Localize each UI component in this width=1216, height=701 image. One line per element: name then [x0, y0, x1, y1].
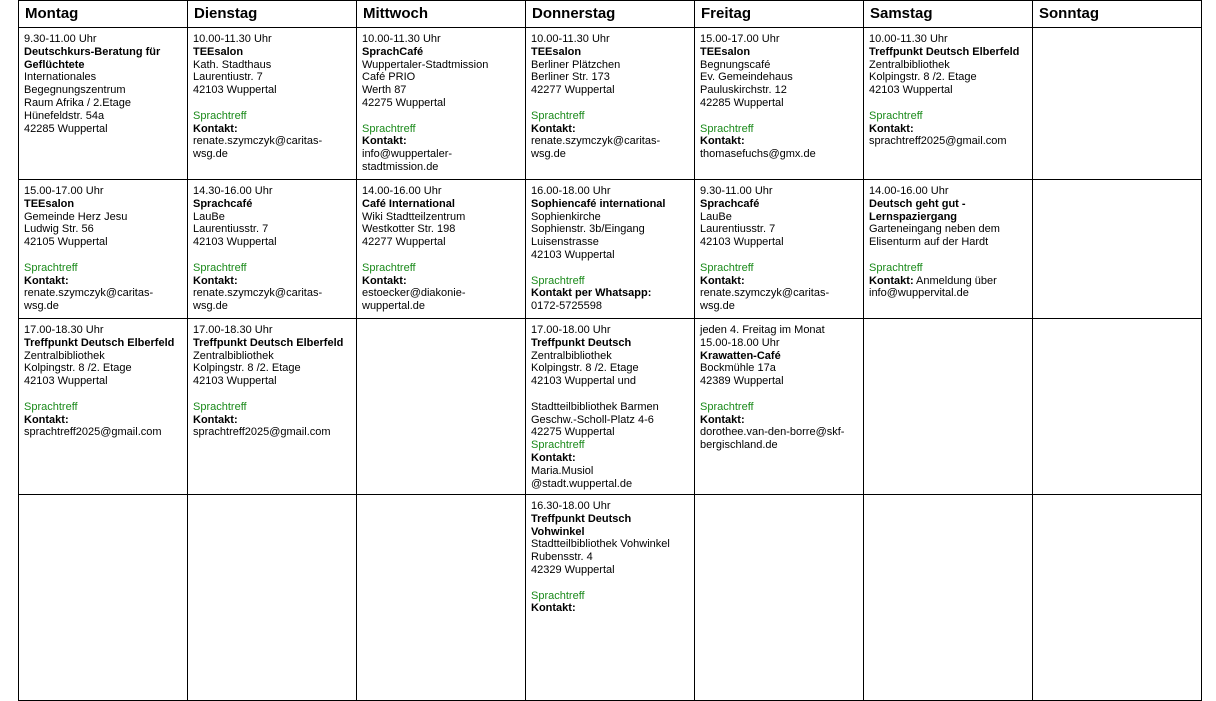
event-detail: Raum Afrika / 2.Etage	[24, 96, 131, 109]
event-detail: 42389 Wuppertal	[700, 375, 784, 388]
schedule-row	[19, 495, 1202, 701]
day-header-sonntag: Sonntag	[1033, 1, 1202, 28]
event-detail: 42277 Wuppertal	[531, 84, 615, 97]
event-detail: 42285 Wuppertal	[700, 96, 784, 109]
category-label: Sprachtreff	[362, 122, 416, 135]
category-label: Sprachtreff	[531, 109, 585, 122]
event-detail: 10.00-11.30 Uhr	[193, 33, 272, 45]
event-cell-donnerstag	[526, 495, 695, 701]
event-detail: bergischland.de	[700, 439, 778, 452]
event-title: Kontakt:	[869, 122, 914, 135]
event-detail: Bockmühle 17a	[700, 362, 776, 375]
day-header-mittwoch: Mittwoch	[357, 1, 526, 28]
event-title: Vohwinkel	[531, 525, 585, 538]
event-title: Treffpunkt Deutsch	[531, 512, 632, 525]
event-title: Sophiencafé international	[531, 197, 666, 210]
event-detail: wuppertal.de	[362, 300, 425, 313]
event-detail: Zentralbibliothek	[24, 349, 105, 362]
event-detail: info@wuppertaler-	[362, 148, 453, 161]
event-title: Kontakt:	[531, 602, 576, 615]
event-detail: 16.00-18.00 Uhr	[531, 185, 611, 197]
event-cell-donnerstag	[526, 28, 695, 180]
event-detail: 42103 Wuppertal	[193, 375, 277, 388]
spacer	[531, 577, 694, 590]
day-header-montag: Montag	[19, 1, 188, 28]
category-label: Sprachtreff	[700, 400, 754, 413]
event-cell-freitag	[695, 180, 864, 319]
event-detail: @stadt.wuppertal.de	[531, 477, 633, 490]
event-title: Kontakt:	[193, 122, 238, 135]
event-detail: Zentralbibliothek	[193, 349, 274, 362]
event-cell-dienstag	[188, 28, 357, 180]
spacer	[700, 249, 863, 262]
category-label: Sprachtreff	[193, 400, 247, 413]
category-label: Sprachtreff	[869, 261, 923, 274]
event-title: Treffpunkt Deutsch Elberfeld	[24, 336, 175, 349]
spacer	[531, 97, 694, 110]
event-detail: stadtmission.de	[362, 160, 439, 173]
empty-cell-mittwoch	[357, 319, 526, 495]
event-detail: 15.00-17.00 Uhr	[24, 185, 104, 197]
category-label: Sprachtreff	[193, 109, 247, 122]
event-detail: 9.30-11.00 Uhr	[24, 33, 97, 45]
event-detail: 17.00-18.00 Uhr	[531, 324, 611, 336]
event-detail: 42103 Wuppertal	[531, 248, 615, 261]
event-detail: Zentralbibliothek	[531, 349, 612, 362]
event-detail: Berliner Str. 173	[531, 71, 610, 84]
event-detail: Gemeinde Herz Jesu	[24, 210, 128, 223]
event-detail: 17.00-18.30 Uhr	[24, 324, 104, 336]
event-detail: Zentralbibliothek	[869, 58, 950, 71]
event-detail: Westkotter Str. 198	[362, 223, 456, 236]
day-header-dienstag: Dienstag	[188, 1, 357, 28]
event-detail: Stadtteilbibliothek Vohwinkel	[531, 538, 670, 551]
spacer	[24, 388, 187, 401]
event-detail: wsg.de	[24, 300, 59, 313]
event-detail: Laurentiustr. 7	[193, 71, 263, 84]
event-detail: renate.szymczyk@caritas-	[193, 287, 323, 300]
empty-cell-dienstag	[188, 495, 357, 701]
event-detail: Wuppertaler-Stadtmission	[362, 58, 489, 71]
event-title: Kontakt:	[193, 413, 238, 426]
event-detail: Stadtteilbibliothek Barmen	[531, 400, 659, 413]
event-cell-montag	[19, 180, 188, 319]
event-title: Kontakt:	[531, 122, 576, 135]
weekly-schedule-table	[18, 0, 1202, 701]
empty-cell-montag	[19, 495, 188, 701]
event-detail: Kolpingstr. 8 /2. Etage	[24, 362, 132, 375]
day-header-freitag: Freitag	[695, 1, 864, 28]
header-row	[19, 1, 1202, 28]
event-detail: info@wuppervital.de	[869, 287, 969, 300]
spacer	[24, 249, 187, 262]
schedule-row	[19, 319, 1202, 495]
event-detail: renate.szymczyk@caritas-	[531, 135, 661, 148]
event-detail: 14.00-16.00 Uhr	[362, 185, 442, 197]
event-cell-freitag	[695, 319, 864, 495]
event-detail: 15.00-17.00 Uhr	[700, 33, 780, 45]
event-cell-samstag	[864, 180, 1033, 319]
category-label: Sprachtreff	[869, 109, 923, 122]
event-title: Kontakt:	[24, 274, 69, 287]
schedule-row	[19, 180, 1202, 319]
event-detail: Kolpingstr. 8 /2. Etage	[193, 362, 301, 375]
spacer	[700, 388, 863, 401]
event-title: Kontakt:	[24, 413, 69, 426]
event-title: TEEsalon	[700, 45, 751, 58]
event-detail: 14.00-16.00 Uhr	[869, 185, 949, 197]
empty-cell-freitag	[695, 495, 864, 701]
event-detail: Geschw.-Scholl-Platz 4-6	[531, 413, 654, 426]
event-detail: 15.00-18.00 Uhr	[700, 336, 780, 349]
event-detail: Kath. Stadthaus	[193, 58, 272, 71]
event-title: Sprachcafé	[193, 197, 253, 210]
event-detail: Kolpingstr. 8 /2. Etage	[869, 71, 977, 84]
event-detail: renate.szymczyk@caritas-	[193, 135, 323, 148]
contact-text: Anmeldung über	[913, 274, 997, 287]
event-detail: 42103 Wuppertal	[700, 236, 784, 249]
spacer	[193, 249, 356, 262]
event-detail: 0172-5725598	[531, 300, 602, 313]
event-detail: renate.szymczyk@caritas-	[24, 287, 154, 300]
event-title: Treffpunkt Deutsch	[531, 336, 632, 349]
event-title: Treffpunkt Deutsch Elberfeld	[193, 336, 344, 349]
event-detail: Elisenturm auf der Hardt	[869, 236, 989, 249]
event-detail: Ev. Gemeindehaus	[700, 71, 793, 84]
spacer	[193, 97, 356, 110]
event-detail: 10.00-11.30 Uhr	[531, 33, 610, 45]
schedule-row	[19, 28, 1202, 180]
event-title: Kontakt:	[362, 135, 407, 148]
category-label: Sprachtreff	[24, 261, 78, 274]
event-detail: Kolpingstr. 8 /2. Etage	[531, 362, 639, 375]
event-detail: 10.00-11.30 Uhr	[869, 33, 948, 45]
category-label: Sprachtreff	[24, 400, 78, 413]
category-label: Sprachtreff	[531, 439, 585, 452]
event-detail: Internationales	[24, 71, 97, 84]
event-detail: 10.00-11.30 Uhr	[362, 33, 441, 45]
event-detail: Sophienkirche	[531, 210, 601, 223]
event-detail: Pauluskirchstr. 12	[700, 84, 787, 97]
event-detail: 42105 Wuppertal	[24, 236, 108, 249]
event-cell-montag	[19, 319, 188, 495]
event-detail: thomasefuchs@gmx.de	[700, 148, 816, 161]
event-detail: renate.szymczyk@caritas-	[700, 287, 830, 300]
event-detail: 42103 Wuppertal	[193, 84, 277, 97]
event-cell-mittwoch	[357, 180, 526, 319]
event-detail: 16.30-18.00 Uhr	[531, 500, 611, 512]
spacer	[700, 110, 863, 123]
event-title: Lernspaziergang	[869, 210, 958, 223]
spacer	[531, 262, 694, 275]
event-cell-dienstag	[188, 319, 357, 495]
event-detail: 42275 Wuppertal	[362, 96, 446, 109]
event-title: Deutsch geht gut -	[869, 197, 966, 210]
event-detail: Rubensstr. 4	[531, 551, 593, 564]
event-detail: wsg.de	[193, 148, 228, 161]
event-detail: Laurentiusstr. 7	[193, 223, 269, 236]
empty-cell-samstag	[864, 495, 1033, 701]
event-detail: LauBe	[700, 210, 732, 223]
event-detail: 42103 Wuppertal	[24, 375, 108, 388]
event-detail: jeden 4. Freitag im Monat	[700, 324, 825, 336]
event-title: Kontakt:	[700, 135, 745, 148]
event-detail: Maria.Musiol	[531, 464, 594, 477]
event-detail: 42103 Wuppertal	[193, 236, 277, 249]
event-cell-samstag	[864, 28, 1033, 180]
event-detail: Hünefeldstr. 54a	[24, 109, 105, 122]
empty-cell-sonntag	[1033, 319, 1202, 495]
event-detail: 42277 Wuppertal	[362, 236, 446, 249]
event-title: SprachCafé	[362, 45, 424, 58]
contact-label: Kontakt:	[869, 274, 914, 287]
spacer	[362, 110, 525, 123]
event-cell-freitag	[695, 28, 864, 180]
day-header-samstag: Samstag	[864, 1, 1033, 28]
event-detail: 42329 Wuppertal	[531, 563, 615, 576]
spacer	[531, 388, 694, 401]
event-detail: 17.00-18.30 Uhr	[193, 324, 273, 336]
event-title: TEEsalon	[531, 45, 582, 58]
event-detail: Sophienstr. 3b/Eingang	[531, 223, 645, 236]
event-title: Kontakt:	[531, 451, 576, 464]
event-title: TEEsalon	[193, 45, 244, 58]
event-detail: Laurentiusstr. 7	[700, 223, 776, 236]
category-label: Sprachtreff	[531, 274, 585, 287]
empty-cell-mittwoch	[357, 495, 526, 701]
event-detail: estoecker@diakonie-	[362, 287, 466, 300]
event-detail: 42275 Wuppertal	[531, 426, 615, 439]
event-detail: Café PRIO	[362, 71, 416, 84]
event-title: Kontakt:	[700, 274, 745, 287]
contact-line	[869, 275, 1032, 288]
event-detail: Werth 87	[362, 84, 407, 97]
event-title: Krawatten-Café	[700, 349, 781, 362]
empty-cell-sonntag	[1033, 495, 1202, 701]
category-label: Sprachtreff	[700, 122, 754, 135]
event-title: Kontakt per Whatsapp:	[531, 287, 652, 300]
event-detail: Garteneingang neben dem	[869, 223, 1000, 236]
event-detail: Luisenstrasse	[531, 236, 599, 249]
day-header-donnerstag: Donnerstag	[526, 1, 695, 28]
event-detail: wsg.de	[193, 300, 228, 313]
event-detail: 42103 Wuppertal und	[531, 375, 636, 388]
event-cell-donnerstag	[526, 180, 695, 319]
category-label: Sprachtreff	[531, 589, 585, 602]
spacer	[869, 97, 1032, 110]
event-detail: Begegnungszentrum	[24, 84, 126, 97]
event-detail: dorothee.van-den-borre@skf-	[700, 426, 845, 439]
event-detail: Ludwig Str. 56	[24, 223, 94, 236]
event-detail: sprachtreff2025@gmail.com	[24, 426, 162, 439]
event-detail: Begnungscafé	[700, 58, 771, 71]
event-title: Kontakt:	[362, 274, 407, 287]
spacer	[362, 249, 525, 262]
event-cell-dienstag	[188, 180, 357, 319]
event-detail: LauBe	[193, 210, 225, 223]
event-title: Kontakt:	[700, 413, 745, 426]
event-cell-donnerstag	[526, 319, 695, 495]
event-title: Kontakt:	[193, 274, 238, 287]
event-detail: Berliner Plätzchen	[531, 58, 621, 71]
event-detail: wsg.de	[700, 300, 735, 313]
event-detail: wsg.de	[531, 148, 566, 161]
category-label: Sprachtreff	[193, 261, 247, 274]
empty-cell-sonntag	[1033, 180, 1202, 319]
event-detail: 42285 Wuppertal	[24, 122, 108, 135]
event-detail: 9.30-11.00 Uhr	[700, 185, 773, 197]
event-title: TEEsalon	[24, 197, 75, 210]
event-detail: 42103 Wuppertal	[869, 84, 953, 97]
event-title: Deutschkurs-Beratung für Geflüchtete	[24, 45, 161, 71]
event-detail: sprachtreff2025@gmail.com	[869, 135, 1007, 148]
event-cell-mittwoch	[357, 28, 526, 180]
event-detail: 14.30-16.00 Uhr	[193, 185, 273, 197]
event-cell-montag	[19, 28, 188, 180]
event-detail: sprachtreff2025@gmail.com	[193, 426, 331, 439]
event-detail: Wiki Stadtteilzentrum	[362, 210, 466, 223]
event-title: Sprachcafé	[700, 197, 760, 210]
event-title: Treffpunkt Deutsch Elberfeld	[869, 45, 1020, 58]
empty-cell-sonntag	[1033, 28, 1202, 180]
spacer	[869, 249, 1032, 262]
spacer	[193, 388, 356, 401]
event-title: Café International	[362, 197, 455, 210]
category-label: Sprachtreff	[362, 261, 416, 274]
empty-cell-samstag	[864, 319, 1033, 495]
category-label: Sprachtreff	[700, 261, 754, 274]
